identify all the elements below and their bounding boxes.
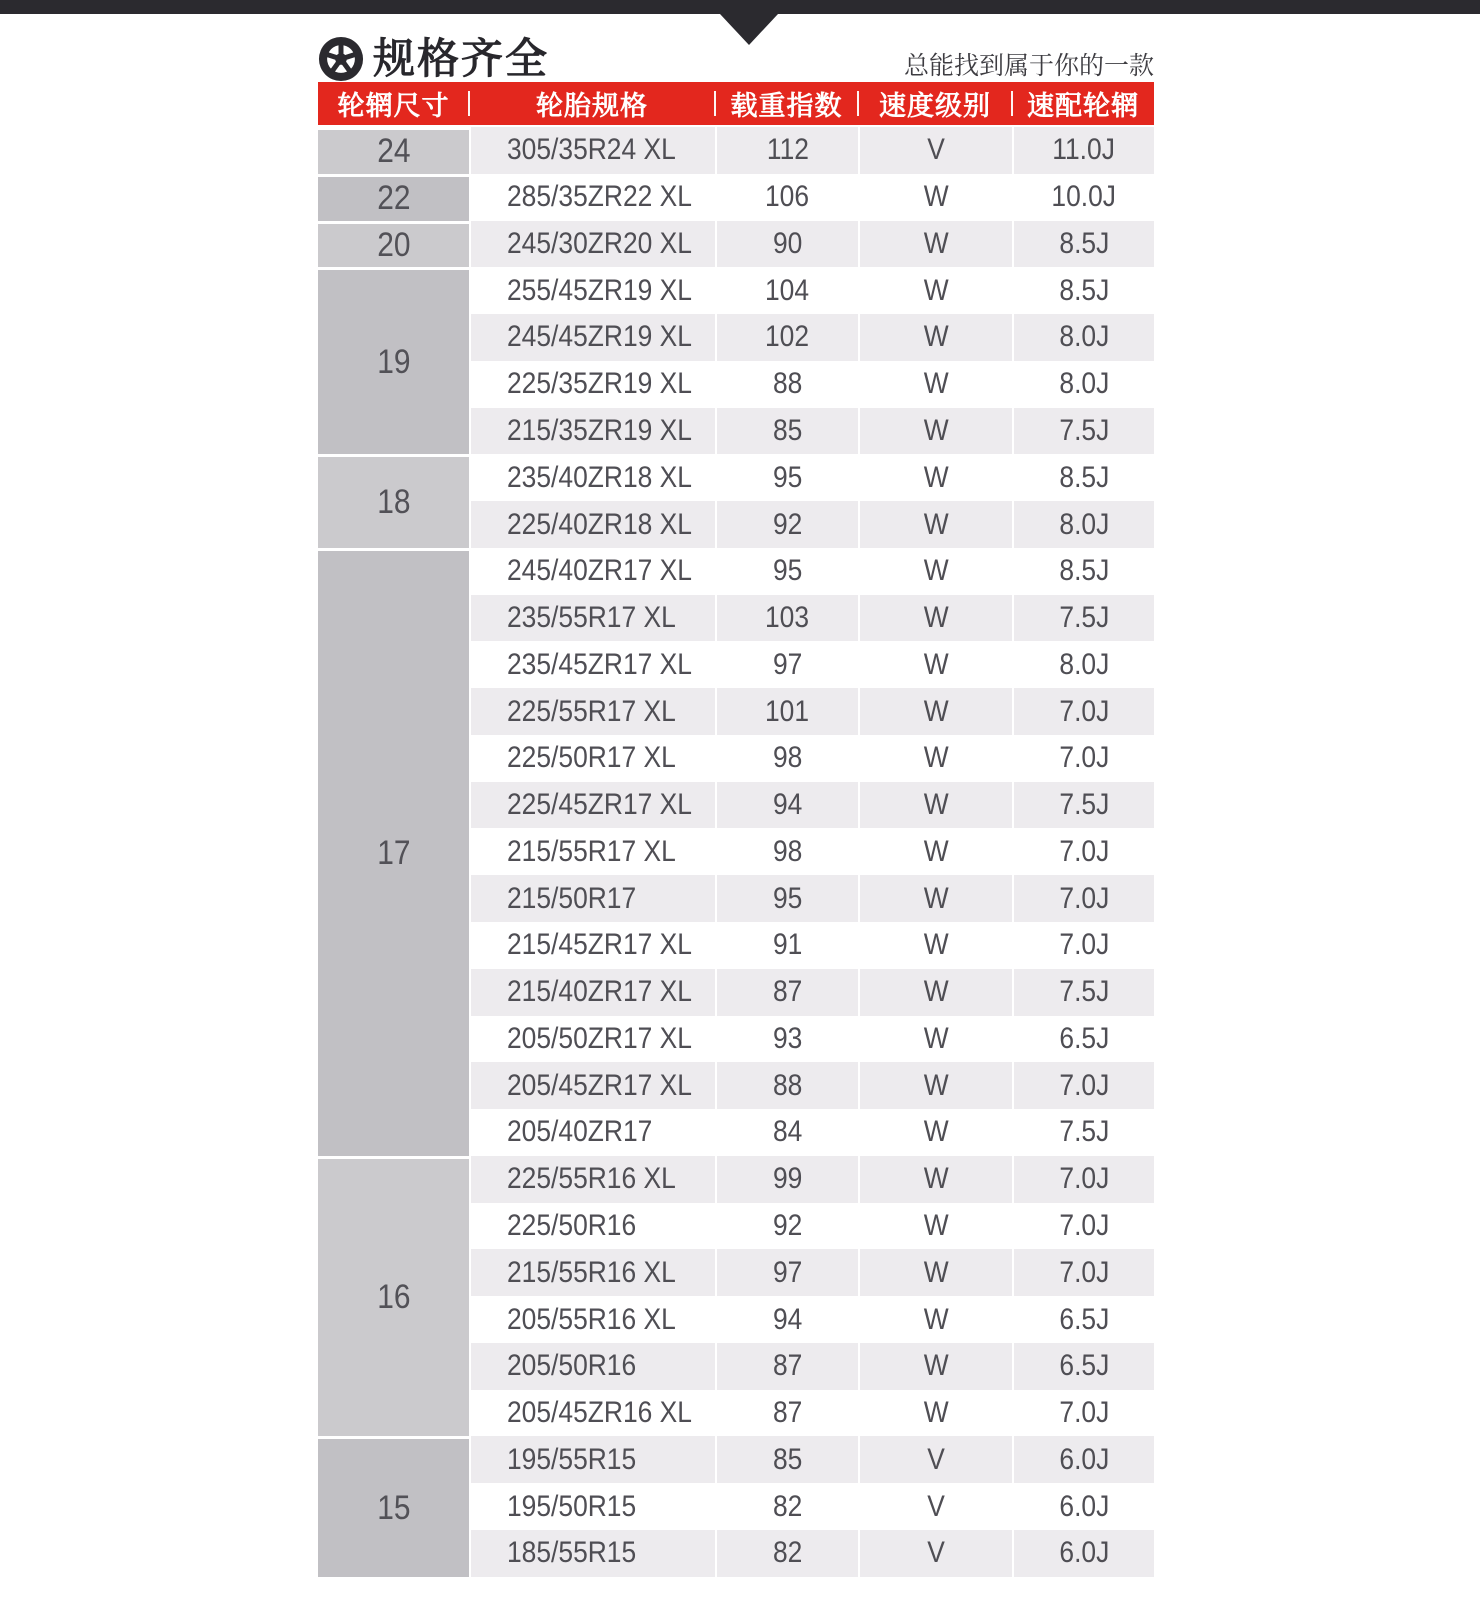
speed-value: W [923,507,949,541]
spec-cell [469,1156,715,1203]
load-value: 93 [772,1021,803,1055]
speed-value: W [923,273,949,307]
speed-cell [858,1109,1012,1156]
load-cell [715,408,858,455]
rim-cell [1012,782,1154,829]
speed-cell [858,828,1012,875]
speed-cell [858,408,1012,455]
load-cell [715,454,858,501]
spec-value: 225/55R16 XL [507,1162,676,1196]
speed-cell [858,361,1012,408]
load-value: 99 [772,1162,803,1196]
spec-cell [469,1062,715,1109]
load-cell [715,267,858,314]
load-value: 112 [766,133,809,167]
rim-size-cell [318,1156,469,1437]
speed-value: W [923,834,949,868]
spec-cell [469,127,715,174]
col-header-load-index: 载重指数 [715,82,858,127]
spec-cell [469,595,715,642]
speed-cell [858,641,1012,688]
rim-cell [1012,828,1154,875]
spec-cell [469,361,715,408]
spec-cell [469,688,715,735]
speed-value: W [923,1115,949,1149]
rim-size-cell [318,454,469,548]
header-row [318,82,1154,127]
table-row [318,221,1154,268]
load-cell [715,1483,858,1530]
rim-cell [1012,1436,1154,1483]
speed-cell [858,221,1012,268]
load-cell [715,361,858,408]
load-value: 103 [765,601,810,635]
spec-table-body [318,127,1154,1577]
load-cell [715,174,858,221]
rim-size-value: 24 [376,132,411,171]
load-value: 92 [772,507,803,541]
speed-value: W [923,741,949,775]
speed-value: W [923,554,949,588]
spec-cell [469,1203,715,1250]
speed-value: W [923,928,949,962]
rim-value: 7.0J [1059,1208,1109,1242]
speed-cell [858,922,1012,969]
spec-cell [469,735,715,782]
rim-value: 7.0J [1059,1162,1109,1196]
rim-value: 8.0J [1059,367,1109,401]
rim-value: 7.0J [1059,1396,1109,1430]
rim-value: 7.0J [1059,1068,1109,1102]
speed-value: W [923,1396,949,1430]
table-row [318,548,1154,595]
rim-size-cell [318,267,469,454]
rim-size-value: 15 [376,1488,411,1527]
speed-cell [858,267,1012,314]
rim-value: 7.0J [1059,694,1109,728]
spec-value: 215/45ZR17 XL [507,928,692,962]
rim-size-value: 20 [376,225,411,264]
spec-value: 185/55R15 [507,1536,637,1570]
rim-value: 7.0J [1059,881,1109,915]
load-cell [715,922,858,969]
load-value: 102 [765,320,810,354]
spec-table-header [318,82,1154,127]
load-cell [715,1249,858,1296]
spec-cell [469,454,715,501]
spec-value: 235/55R17 XL [507,601,676,635]
spec-cell [469,1436,715,1483]
rim-size-value: 22 [376,179,411,218]
speed-value: V [927,1489,945,1523]
load-cell [715,828,858,875]
speed-cell [858,969,1012,1016]
load-cell [715,1530,858,1577]
spec-value: 195/50R15 [507,1489,637,1523]
spec-cell [469,314,715,361]
rim-size-value: 19 [376,342,411,381]
rim-cell [1012,1483,1154,1530]
load-value: 91 [772,928,803,962]
rim-value: 8.0J [1059,647,1109,681]
load-value: 87 [772,1349,803,1383]
load-value: 88 [772,1068,803,1102]
table-row [318,127,1154,174]
rim-value: 7.0J [1059,1255,1109,1289]
speed-value: W [923,694,949,728]
rim-cell [1012,969,1154,1016]
rim-cell [1012,922,1154,969]
speed-value: V [927,133,945,167]
rim-value: 8.0J [1059,507,1109,541]
rim-cell [1012,735,1154,782]
speed-value: W [923,1255,949,1289]
rim-size-cell [318,548,469,1156]
load-value: 106 [765,180,810,214]
rim-cell [1012,1296,1154,1343]
rim-value: 8.5J [1059,554,1109,588]
spec-value: 285/35ZR22 XL [507,180,692,214]
speed-value: W [923,881,949,915]
speed-cell [858,1062,1012,1109]
spec-value: 245/30ZR20 XL [507,226,692,260]
page-subtitle: 总能找到属于你的一款 [903,51,1154,80]
speed-cell [858,1249,1012,1296]
load-cell [715,127,858,174]
rim-value: 7.5J [1059,413,1109,447]
rim-cell [1012,361,1154,408]
speed-value: V [927,1442,945,1476]
rim-value: 8.0J [1059,320,1109,354]
speed-cell [858,1530,1012,1577]
rim-cell [1012,1390,1154,1437]
load-value: 82 [772,1536,803,1570]
spec-value: 215/55R16 XL [507,1255,676,1289]
spec-value: 245/45ZR19 XL [507,320,692,354]
rim-cell [1012,1062,1154,1109]
spec-value: 205/40ZR17 [507,1115,653,1149]
rim-cell [1012,267,1154,314]
load-value: 95 [772,460,803,494]
load-value: 92 [772,1208,803,1242]
spec-cell [469,1530,715,1577]
spec-value: 205/45ZR17 XL [507,1068,692,1102]
rim-value: 11.0J [1052,133,1116,167]
spec-value: 215/50R17 [507,881,637,915]
load-value: 85 [772,413,803,447]
speed-cell [858,1203,1012,1250]
speed-value: W [923,975,949,1009]
spec-table [318,82,1154,1577]
rim-cell [1012,1156,1154,1203]
speed-value: W [923,367,949,401]
table-row [318,1156,1154,1203]
rim-size-cell [318,1436,469,1576]
speed-value: W [923,1021,949,1055]
rim-value: 8.5J [1059,273,1109,307]
load-value: 88 [772,367,803,401]
rim-value: 6.5J [1059,1302,1109,1336]
spec-value: 245/40ZR17 XL [507,554,692,588]
speed-cell [858,595,1012,642]
table-row [318,174,1154,221]
speed-cell [858,548,1012,595]
speed-value: W [923,226,949,260]
speed-value: W [923,460,949,494]
rim-cell [1012,688,1154,735]
spec-cell [469,782,715,829]
rim-value: 10.0J [1051,180,1117,214]
table-row [318,1436,1154,1483]
speed-cell [858,1436,1012,1483]
load-value: 85 [772,1442,803,1476]
load-cell [715,501,858,548]
speed-cell [858,127,1012,174]
rim-cell [1012,174,1154,221]
load-value: 98 [772,834,803,868]
spec-value: 225/45ZR17 XL [507,788,692,822]
speed-value: W [923,601,949,635]
rim-size-cell [318,221,469,268]
rim-value: 6.5J [1059,1021,1109,1055]
load-cell [715,969,858,1016]
load-cell [715,1016,858,1063]
speed-cell [858,1296,1012,1343]
rim-cell [1012,1109,1154,1156]
spec-cell [469,408,715,455]
spec-cell [469,1483,715,1530]
load-value: 104 [765,273,810,307]
rim-value: 8.5J [1059,460,1109,494]
spec-cell [469,1343,715,1390]
rim-cell [1012,1343,1154,1390]
load-cell [715,1109,858,1156]
rim-cell [1012,1249,1154,1296]
spec-value: 255/45ZR19 XL [507,273,692,307]
load-cell [715,688,858,735]
speed-cell [858,501,1012,548]
spec-cell [469,1390,715,1437]
speed-value: W [923,788,949,822]
section-header [318,28,1154,82]
rim-cell [1012,408,1154,455]
rim-value: 6.0J [1059,1489,1109,1523]
load-cell [715,595,858,642]
load-cell [715,1296,858,1343]
rim-cell [1012,454,1154,501]
load-value: 90 [772,226,803,260]
spec-value: 235/40ZR18 XL [507,460,692,494]
rim-value: 7.5J [1059,1115,1109,1149]
spec-cell [469,1296,715,1343]
rim-size-cell [318,174,469,221]
spec-value: 225/40ZR18 XL [507,507,692,541]
rim-value: 6.0J [1059,1442,1109,1476]
spec-cell [469,922,715,969]
load-value: 97 [772,647,803,681]
load-cell [715,1390,858,1437]
title-wrap [318,36,549,82]
load-cell [715,1156,858,1203]
load-value: 95 [772,881,803,915]
spec-cell [469,875,715,922]
rim-size-value: 17 [376,833,411,872]
load-cell [715,735,858,782]
spec-cell [469,221,715,268]
load-value: 94 [772,788,803,822]
rim-value: 6.0J [1059,1536,1109,1570]
speed-value: W [923,180,949,214]
spec-value: 195/55R15 [507,1442,637,1476]
spec-cell [469,969,715,1016]
spec-cell [469,1109,715,1156]
spec-value: 205/50ZR17 XL [507,1021,692,1055]
rim-cell [1012,127,1154,174]
speed-cell [858,688,1012,735]
spec-value: 225/50R17 XL [507,741,676,775]
load-value: 87 [772,975,803,1009]
load-cell [715,1436,858,1483]
rim-cell [1012,548,1154,595]
rim-size-cell [318,127,469,174]
rim-value: 7.0J [1059,741,1109,775]
table-row [318,454,1154,501]
col-header-rim-size: 轮辋尺寸 [318,82,469,127]
load-cell [715,548,858,595]
spec-cell [469,1016,715,1063]
spec-cell [469,501,715,548]
spec-value: 225/55R17 XL [507,694,676,728]
load-cell [715,641,858,688]
speed-value: W [923,1068,949,1102]
rim-size-value: 16 [376,1278,411,1317]
spec-value: 215/55R17 XL [507,834,676,868]
spec-value: 215/40ZR17 XL [507,975,692,1009]
rim-value: 8.5J [1059,226,1109,260]
rim-cell [1012,595,1154,642]
load-value: 82 [772,1489,803,1523]
rim-cell [1012,221,1154,268]
col-header-speed-rating: 速度级别 [858,82,1012,127]
rim-cell [1012,1203,1154,1250]
speed-cell [858,454,1012,501]
load-cell [715,1062,858,1109]
load-cell [715,314,858,361]
speed-value: W [923,413,949,447]
rim-size-value: 18 [376,483,411,522]
top-bar [0,0,1480,14]
col-header-matching-rim: 速配轮辋 [1012,82,1154,127]
spec-cell [469,267,715,314]
rim-cell [1012,875,1154,922]
spec-value: 225/35ZR19 XL [507,367,692,401]
speed-value: W [923,1349,949,1383]
speed-cell [858,1483,1012,1530]
spec-cell [469,641,715,688]
speed-cell [858,782,1012,829]
speed-value: W [923,647,949,681]
spec-cell [469,828,715,875]
load-value: 97 [772,1255,803,1289]
load-value: 94 [772,1302,803,1336]
load-value: 98 [772,741,803,775]
rim-cell [1012,314,1154,361]
speed-cell [858,314,1012,361]
load-value: 101 [765,694,810,728]
speed-value: W [923,1208,949,1242]
speed-cell [858,1343,1012,1390]
spec-value: 215/35ZR19 XL [507,413,692,447]
speed-value: W [923,1302,949,1336]
load-cell [715,875,858,922]
spec-cell [469,548,715,595]
spec-value: 205/55R16 XL [507,1302,676,1336]
rim-value: 7.5J [1059,601,1109,635]
wheel-icon [318,36,364,82]
load-cell [715,782,858,829]
speed-value: W [923,320,949,354]
spec-value: 205/45ZR16 XL [507,1396,692,1430]
load-cell [715,221,858,268]
speed-cell [858,735,1012,782]
table-row [318,267,1154,314]
rim-cell [1012,1016,1154,1063]
rim-cell [1012,641,1154,688]
speed-cell [858,174,1012,221]
speed-value: V [927,1536,945,1570]
rim-value: 7.0J [1059,834,1109,868]
load-cell [715,1343,858,1390]
rim-value: 7.5J [1059,975,1109,1009]
spec-value: 305/35R24 XL [507,133,676,167]
speed-cell [858,1390,1012,1437]
rim-cell [1012,501,1154,548]
rim-cell [1012,1530,1154,1577]
load-value: 87 [772,1396,803,1430]
load-cell [715,1203,858,1250]
speed-value: W [923,1162,949,1196]
speed-cell [858,1156,1012,1203]
speed-cell [858,1016,1012,1063]
spec-value: 225/50R16 [507,1208,637,1242]
spec-cell [469,1249,715,1296]
col-header-tire-spec: 轮胎规格 [469,82,715,127]
spec-value: 205/50R16 [507,1349,637,1383]
rim-value: 7.5J [1059,788,1109,822]
speed-cell [858,875,1012,922]
spec-value: 235/45ZR17 XL [507,647,692,681]
page-title: 规格齐全 [373,35,550,82]
load-value: 95 [772,554,803,588]
load-value: 84 [772,1115,803,1149]
rim-value: 7.0J [1059,928,1109,962]
rim-value: 6.5J [1059,1349,1109,1383]
spec-cell [469,174,715,221]
